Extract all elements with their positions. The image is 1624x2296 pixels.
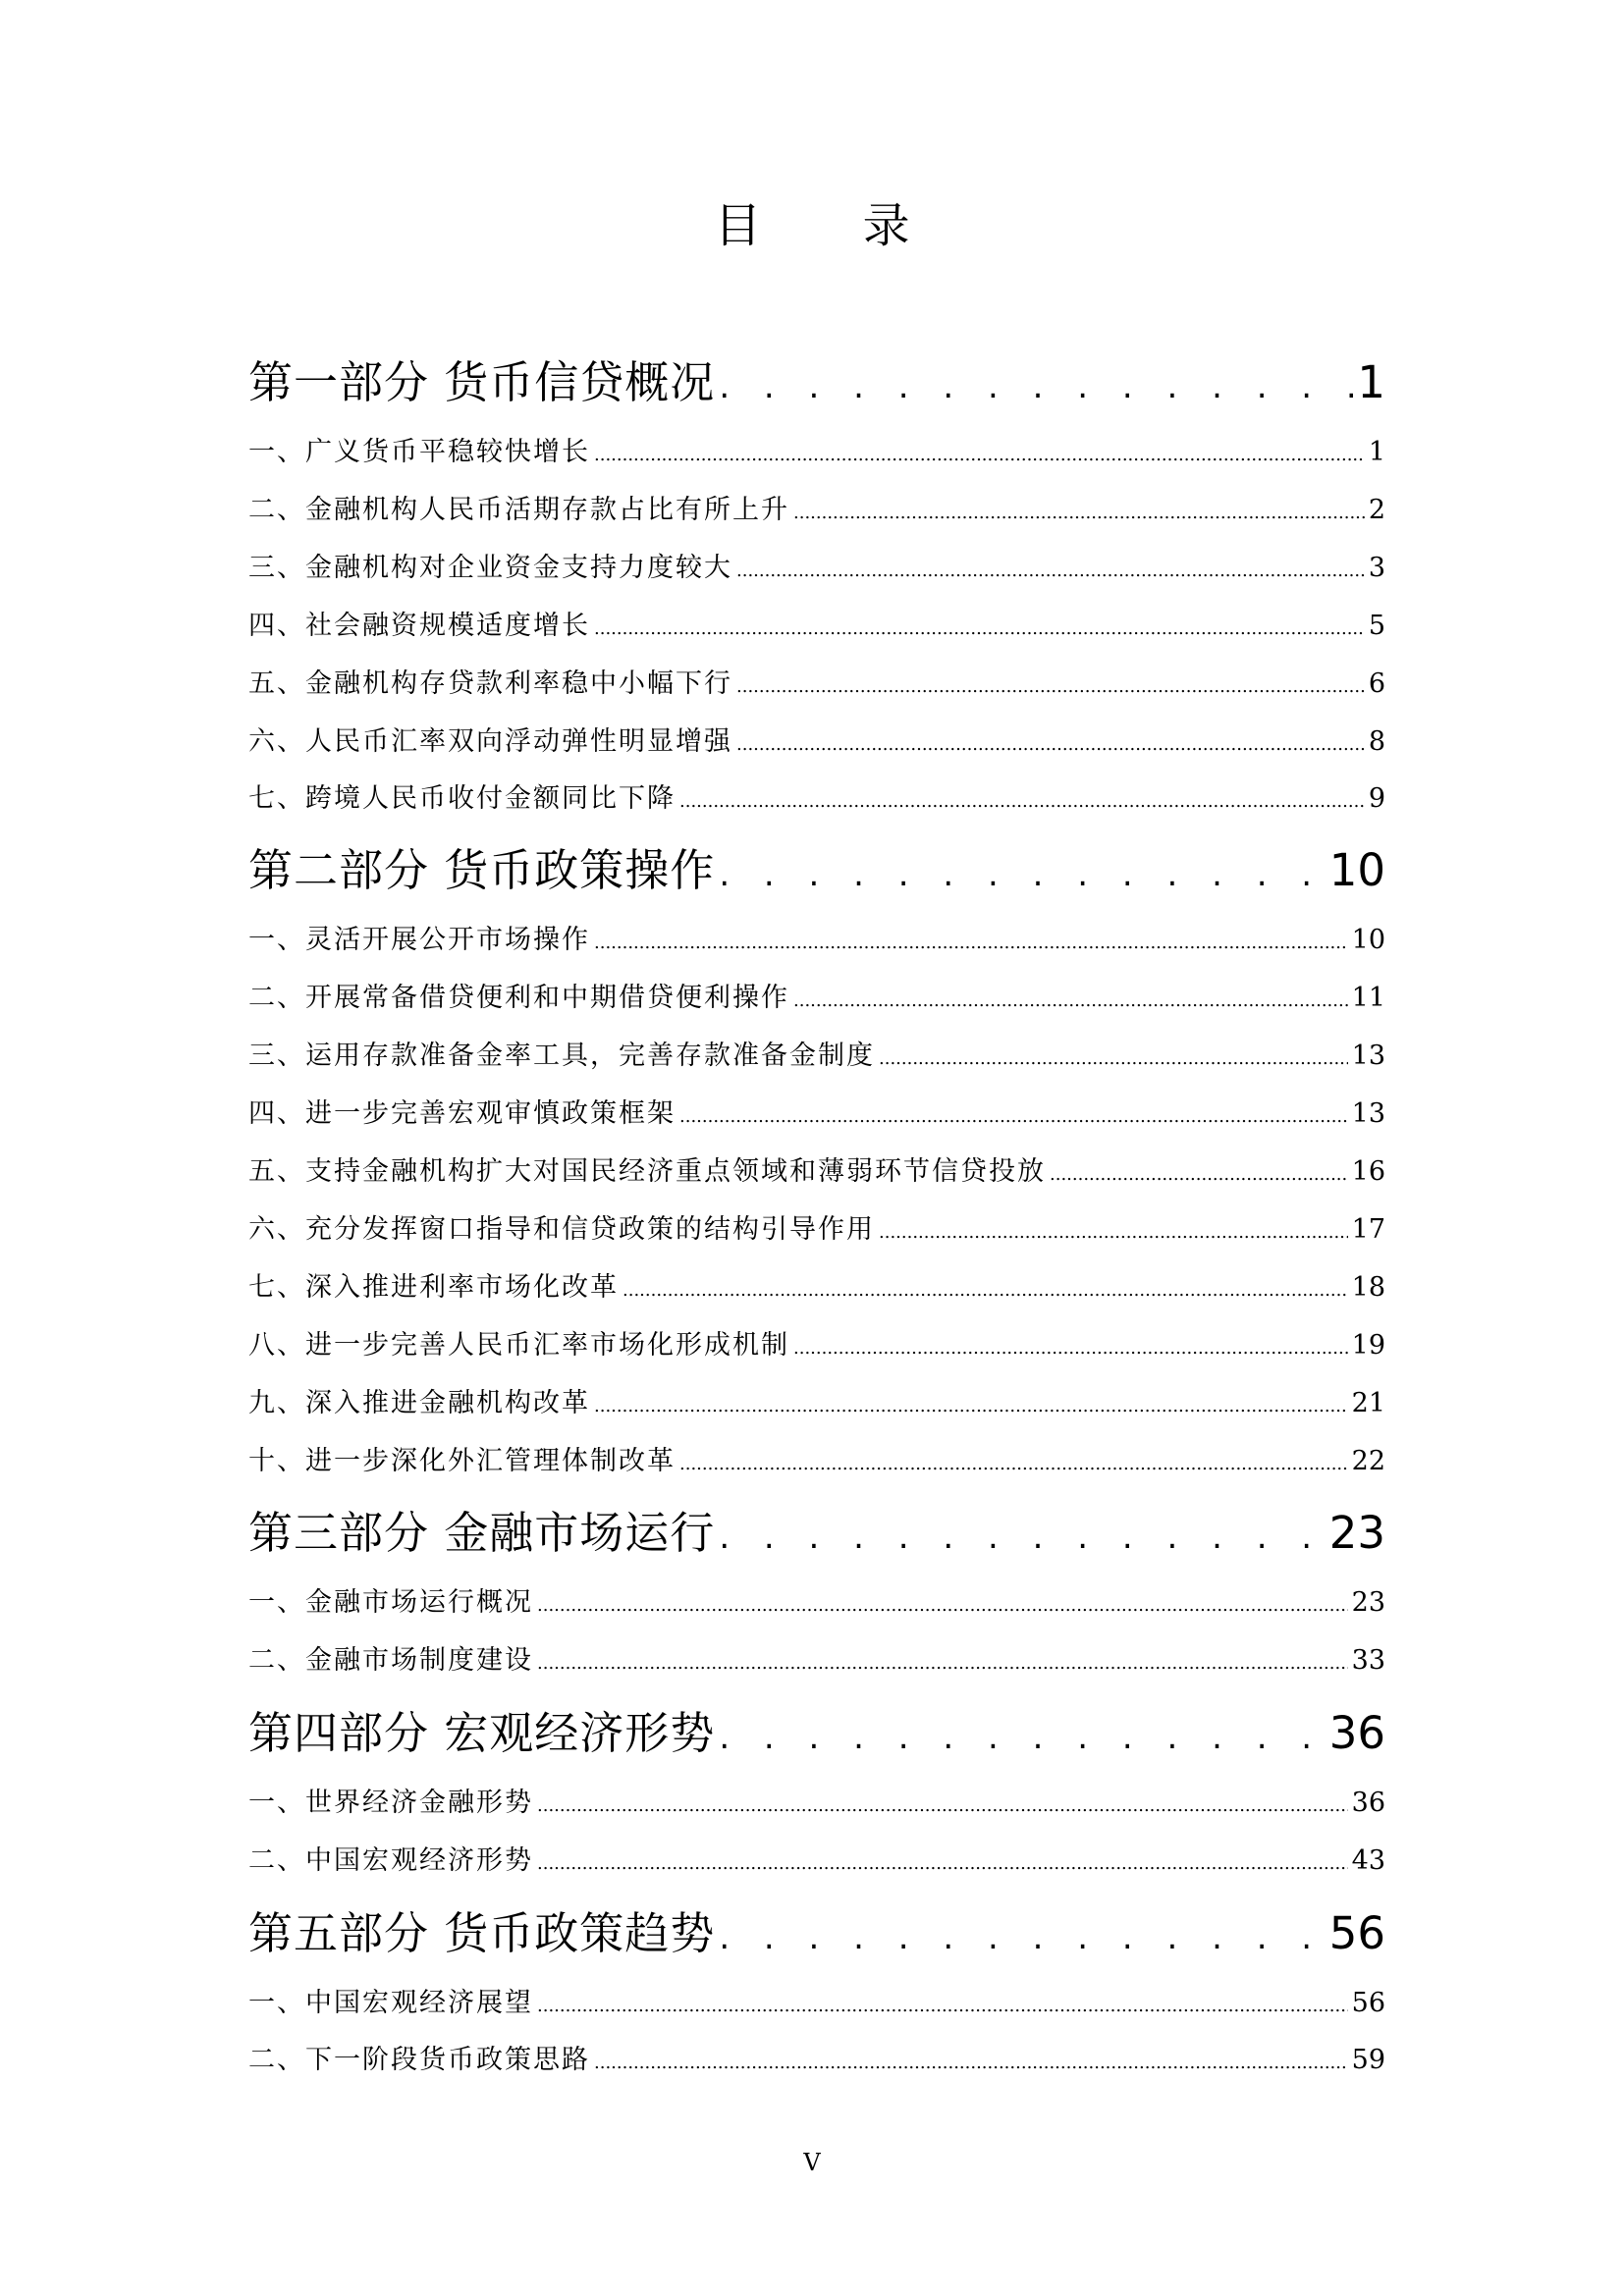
toc-section-2-8[interactable] xyxy=(248,1328,1385,1363)
toc-section-1-1[interactable] xyxy=(248,435,1385,470)
toc-section-2-2[interactable] xyxy=(248,981,1385,1016)
section-page-number: 36 xyxy=(1351,1788,1385,1818)
section-label: 一、世界经济金融形势 xyxy=(248,1788,533,1818)
dot-leader xyxy=(537,1789,1348,1824)
section-label: 三、金融机构对企业资金支持力度较大 xyxy=(248,553,732,583)
section-page-number: 19 xyxy=(1351,1330,1385,1361)
section-page-number: 22 xyxy=(1351,1446,1385,1476)
section-page-number: 33 xyxy=(1351,1645,1385,1676)
toc-part-3[interactable] xyxy=(248,1504,1385,1563)
dot-leader xyxy=(594,2046,1348,2081)
dot-leader xyxy=(879,1041,1348,1077)
toc-part-5[interactable] xyxy=(248,1904,1385,1963)
dot-leader xyxy=(594,926,1348,961)
dot-leader xyxy=(736,669,1365,705)
toc-section-1-7[interactable] xyxy=(248,781,1385,817)
section-page-number: 11 xyxy=(1351,983,1385,1013)
toc-section-1-6[interactable] xyxy=(248,724,1385,760)
dot-leader xyxy=(537,1588,1348,1624)
section-page-number: 21 xyxy=(1351,1388,1385,1418)
dot-leader xyxy=(594,438,1365,473)
section-label: 七、深入推进利率市场化改革 xyxy=(248,1272,619,1303)
section-label: 一、中国宏观经济展望 xyxy=(248,1988,533,2018)
toc-section-1-2[interactable] xyxy=(248,493,1385,528)
toc-part-1[interactable] xyxy=(248,353,1385,412)
section-page-number: 5 xyxy=(1368,611,1385,641)
dot-leader xyxy=(719,1508,1325,1567)
dot-leader xyxy=(879,1215,1348,1251)
section-label: 二、中国宏观经济形势 xyxy=(248,1845,533,1876)
dot-leader xyxy=(537,1989,1348,2024)
part-page-number: 10 xyxy=(1328,844,1385,896)
dot-leader xyxy=(719,357,1353,416)
section-page-number: 43 xyxy=(1351,1845,1385,1876)
section-label: 六、人民币汇率双向浮动弹性明显增强 xyxy=(248,726,732,757)
dot-leader xyxy=(537,1646,1348,1682)
section-page-number: 9 xyxy=(1368,783,1385,814)
part-label: 第三部分 金融市场运行 xyxy=(248,1507,716,1559)
section-page-number: 2 xyxy=(1368,495,1385,525)
section-label: 三、运用存款准备金率工具，完善存款准备金制度 xyxy=(248,1041,875,1071)
dot-leader xyxy=(736,727,1365,763)
page-number: V xyxy=(803,2149,821,2176)
toc-section-2-1[interactable] xyxy=(248,923,1385,958)
section-label: 四、社会融资规模适度增长 xyxy=(248,611,590,641)
section-label: 六、充分发挥窗口指导和信贷政策的结构引导作用 xyxy=(248,1214,875,1245)
part-page-number: 56 xyxy=(1328,1907,1385,1959)
dot-leader xyxy=(719,1908,1325,1967)
dot-leader xyxy=(537,1846,1348,1882)
toc-section-2-4[interactable] xyxy=(248,1096,1385,1132)
section-page-number: 23 xyxy=(1351,1587,1385,1618)
toc-section-1-3[interactable] xyxy=(248,551,1385,586)
dot-leader xyxy=(736,554,1365,589)
section-label: 二、金融机构人民币活期存款占比有所上升 xyxy=(248,495,789,525)
toc-section-2-7[interactable] xyxy=(248,1270,1385,1306)
toc-section-1-4[interactable] xyxy=(248,609,1385,644)
section-page-number: 8 xyxy=(1368,726,1385,757)
section-page-number: 17 xyxy=(1351,1214,1385,1245)
section-label: 二、开展常备借贷便利和中期借贷便利操作 xyxy=(248,983,789,1013)
dot-leader xyxy=(1050,1157,1348,1193)
toc-part-2[interactable] xyxy=(248,841,1385,900)
section-label: 十、进一步深化外汇管理体制改革 xyxy=(248,1446,676,1476)
dot-leader xyxy=(679,1099,1348,1135)
dot-leader xyxy=(793,984,1348,1019)
section-page-number: 13 xyxy=(1351,1098,1385,1129)
section-label: 七、跨境人民币收付金额同比下降 xyxy=(248,783,676,814)
toc-section-2-9[interactable] xyxy=(248,1386,1385,1421)
part-label: 第二部分 货币政策操作 xyxy=(248,844,716,896)
part-page-number: 36 xyxy=(1328,1707,1385,1759)
dot-leader xyxy=(679,784,1365,820)
toc-part-4[interactable] xyxy=(248,1704,1385,1763)
toc-section-5-2[interactable] xyxy=(248,2043,1385,2078)
toc-section-2-6[interactable] xyxy=(248,1212,1385,1248)
section-page-number: 59 xyxy=(1351,2045,1385,2075)
part-label: 第一部分 货币信贷概况 xyxy=(248,356,716,408)
toc-section-4-2[interactable] xyxy=(248,1843,1385,1879)
section-page-number: 16 xyxy=(1351,1156,1385,1187)
section-label: 一、灵活开展公开市场操作 xyxy=(248,925,590,955)
dot-leader xyxy=(623,1273,1348,1308)
toc-section-5-1[interactable] xyxy=(248,1986,1385,2021)
dot-leader xyxy=(793,496,1365,531)
section-page-number: 56 xyxy=(1351,1988,1385,2018)
section-page-number: 1 xyxy=(1368,437,1385,467)
section-page-number: 13 xyxy=(1351,1041,1385,1071)
dot-leader xyxy=(793,1331,1348,1366)
toc-section-2-3[interactable] xyxy=(248,1039,1385,1074)
section-page-number: 18 xyxy=(1351,1272,1385,1303)
dot-leader xyxy=(679,1447,1348,1482)
section-label: 四、进一步完善宏观审慎政策框架 xyxy=(248,1098,676,1129)
dot-leader xyxy=(719,845,1325,904)
part-label: 第四部分 宏观经济形势 xyxy=(248,1707,716,1759)
toc-section-3-2[interactable] xyxy=(248,1643,1385,1679)
section-page-number: 10 xyxy=(1351,925,1385,955)
part-label: 第五部分 货币政策趋势 xyxy=(248,1907,716,1959)
section-label: 一、金融市场运行概况 xyxy=(248,1587,533,1618)
section-page-number: 6 xyxy=(1368,668,1385,699)
toc-section-3-1[interactable] xyxy=(248,1585,1385,1621)
section-label: 五、金融机构存贷款利率稳中小幅下行 xyxy=(248,668,732,699)
section-label: 九、深入推进金融机构改革 xyxy=(248,1388,590,1418)
part-page-number: 23 xyxy=(1328,1507,1385,1559)
dot-leader xyxy=(594,1389,1348,1424)
section-label: 二、下一阶段货币政策思路 xyxy=(248,2045,590,2075)
section-label: 二、金融市场制度建设 xyxy=(248,1645,533,1676)
toc-section-1-5[interactable] xyxy=(248,667,1385,702)
section-page-number: 3 xyxy=(1368,553,1385,583)
toc-section-2-5[interactable] xyxy=(248,1154,1385,1190)
toc-section-2-10[interactable] xyxy=(248,1444,1385,1479)
dot-leader xyxy=(719,1708,1325,1767)
toc-section-4-1[interactable] xyxy=(248,1786,1385,1821)
section-label: 八、进一步完善人民币汇率市场化形成机制 xyxy=(248,1330,789,1361)
section-label: 一、广义货币平稳较快增长 xyxy=(248,437,590,467)
section-label: 五、支持金融机构扩大对国民经济重点领域和薄弱环节信贷投放 xyxy=(248,1156,1046,1187)
part-page-number: 1 xyxy=(1357,356,1385,408)
dot-leader xyxy=(594,612,1365,647)
toc-title: 目 录 xyxy=(714,198,953,253)
